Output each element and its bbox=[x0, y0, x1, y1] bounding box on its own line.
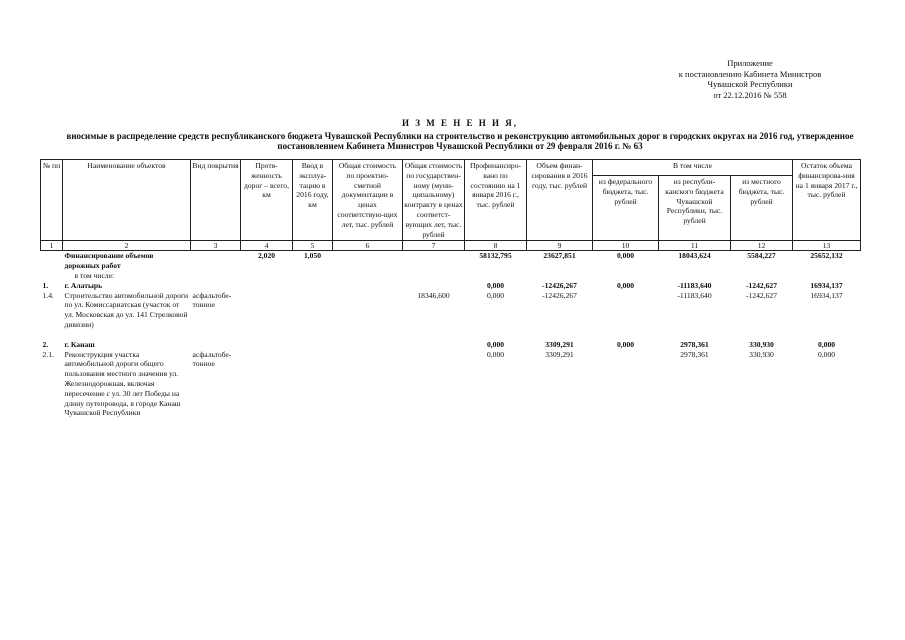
header-including: В том числе bbox=[593, 160, 793, 176]
item-financed: 0,000 bbox=[486, 349, 505, 359]
total-federal: 0,000 bbox=[616, 251, 635, 261]
group-federal: 0,000 bbox=[616, 280, 635, 290]
item-local: -1242,627 bbox=[745, 290, 777, 300]
total-republic: 18043,624 bbox=[678, 251, 711, 261]
group-name: г. Алатырь bbox=[64, 280, 103, 290]
item-name: Строительство автомобильной дороги по ул. Комиссариатская (участок от ул. Московская до ул. 141 Стрелковой дивизии) bbox=[64, 290, 189, 329]
header-estimate: Общая стоимость по проектно-сметной документации в ценах соответствую-щих лет, тыс. рублей bbox=[333, 160, 403, 241]
including-row bbox=[41, 271, 861, 281]
column-numbers-row bbox=[41, 241, 861, 251]
item-republic: 2978,361 bbox=[680, 349, 709, 359]
group-republic: -11183,640 bbox=[677, 280, 712, 290]
col-number: 11 bbox=[659, 241, 731, 251]
header-name: Наименование объектов bbox=[63, 160, 191, 241]
group-republic: 2978,361 bbox=[680, 339, 709, 349]
col-number: 2 bbox=[63, 241, 191, 251]
col-number: 6 bbox=[333, 241, 403, 251]
group-row bbox=[41, 281, 861, 291]
header-length: Протя-женность дорог – всего, км bbox=[241, 160, 293, 241]
group-num: 2. bbox=[42, 339, 49, 349]
appendix-line: к постановлению Кабинета Министров bbox=[678, 68, 822, 79]
total-name: Финансирование объемов дорожных работ bbox=[64, 251, 154, 271]
header-federal: из федерального бюджета, тыс. рублей bbox=[593, 176, 659, 241]
group-remainder: 0,000 bbox=[817, 339, 836, 349]
header-num: № пп bbox=[41, 160, 63, 241]
group-financed: 0,000 bbox=[486, 339, 505, 349]
item-contract: 18346,600 bbox=[417, 290, 450, 300]
group-volume: 3309,291 bbox=[545, 339, 574, 349]
header-contract: Общая стоимость по государствен-ному (муни-ципальному) контракту в ценах соответст-вующих лет, тыс. рублей bbox=[403, 160, 465, 241]
item-name: Реконструкция участка автомобильной дороги общего пользования местного значения ул. Железнодорожная, включая пересечение с ул. 30 лет Победы на длину путепровода, в городе Канаш Чувашской Республики bbox=[64, 349, 181, 418]
item-row bbox=[41, 291, 861, 330]
item-type: асфальтобе-тонное bbox=[192, 349, 232, 369]
col-number: 5 bbox=[293, 241, 333, 251]
appendix-line: Чувашской Республики bbox=[707, 79, 793, 89]
budget-table bbox=[40, 159, 861, 418]
title-heading: И З М Е Н Е Н И Я, bbox=[401, 118, 518, 128]
title-line: постановлением Кабинета Министров Чувашской Республики от 29 февраля 2016 г. № 63 bbox=[277, 141, 643, 151]
including-label: в том числе: bbox=[74, 270, 115, 280]
total-commission: 1,050 bbox=[303, 251, 322, 261]
header-republic: из республи-канского бюджета Чувашской Республики, тыс. рублей bbox=[659, 176, 731, 241]
total-length: 2,020 bbox=[257, 251, 276, 261]
group-num: 1. bbox=[42, 280, 49, 290]
item-republic: -11183,640 bbox=[677, 290, 712, 300]
group-volume: -12426,267 bbox=[542, 280, 577, 290]
group-remainder: 16934,137 bbox=[810, 280, 843, 290]
item-type: асфальтобе-тонное bbox=[192, 290, 232, 310]
total-local: 5584,227 bbox=[747, 251, 776, 261]
col-number: 10 bbox=[593, 241, 659, 251]
item-volume: -12426,267 bbox=[542, 290, 577, 300]
item-volume: 3309,291 bbox=[545, 349, 574, 359]
total-financed: 58132,795 bbox=[479, 251, 512, 261]
col-number: 12 bbox=[731, 241, 793, 251]
total-remainder: 25652,132 bbox=[810, 251, 843, 261]
appendix-line: Приложение bbox=[727, 58, 773, 68]
group-financed: 0,000 bbox=[486, 280, 505, 290]
col-number: 13 bbox=[793, 241, 861, 251]
item-row bbox=[41, 350, 861, 419]
title-line: вносимые в распределение средств республиканского бюджета Чувашской Республики на строительство и реконструкцию автомобильных дорог в городских округах на 2016 год, утвержденное bbox=[66, 131, 854, 141]
col-number: 7 bbox=[403, 241, 465, 251]
group-local: 330,930 bbox=[749, 339, 774, 349]
col-number: 4 bbox=[241, 241, 293, 251]
header-remainder: Остаток объема финансирова-ния на 1 января 2017 г., тыс. рублей bbox=[793, 160, 861, 241]
total-volume: 23627,851 bbox=[543, 251, 576, 261]
header-financed: Профинансиро-вано по состоянию на 1 января 2016 г., тыс. рублей bbox=[465, 160, 527, 241]
col-number: 3 bbox=[191, 241, 241, 251]
item-num: 1.4. bbox=[42, 290, 54, 300]
item-remainder: 0,000 bbox=[817, 349, 836, 359]
item-remainder: 16934,137 bbox=[810, 290, 843, 300]
document-title bbox=[40, 118, 880, 151]
header-local: из местного бюджета, тыс. рублей bbox=[731, 176, 793, 241]
group-name: г. Канаш bbox=[64, 339, 95, 349]
col-number: 1 bbox=[41, 241, 63, 251]
col-number: 8 bbox=[465, 241, 527, 251]
group-row bbox=[41, 340, 861, 350]
item-financed: 0,000 bbox=[486, 290, 505, 300]
col-number: 9 bbox=[527, 241, 593, 251]
item-num: 2.1. bbox=[42, 349, 54, 359]
item-local: 330,930 bbox=[749, 349, 774, 359]
appendix-block bbox=[655, 58, 845, 100]
header-commission: Ввод в эксплуа-тацию в 2016 году, км bbox=[293, 160, 333, 241]
total-row bbox=[41, 251, 861, 271]
group-federal: 0,000 bbox=[616, 339, 635, 349]
appendix-line: от 22.12.2016 № 558 bbox=[713, 89, 787, 100]
header-type: Вид покрытия bbox=[191, 160, 241, 241]
group-local: -1242,627 bbox=[745, 280, 777, 290]
header-volume: Объем финан-сирования в 2016 году, тыс. рублей bbox=[527, 160, 593, 241]
